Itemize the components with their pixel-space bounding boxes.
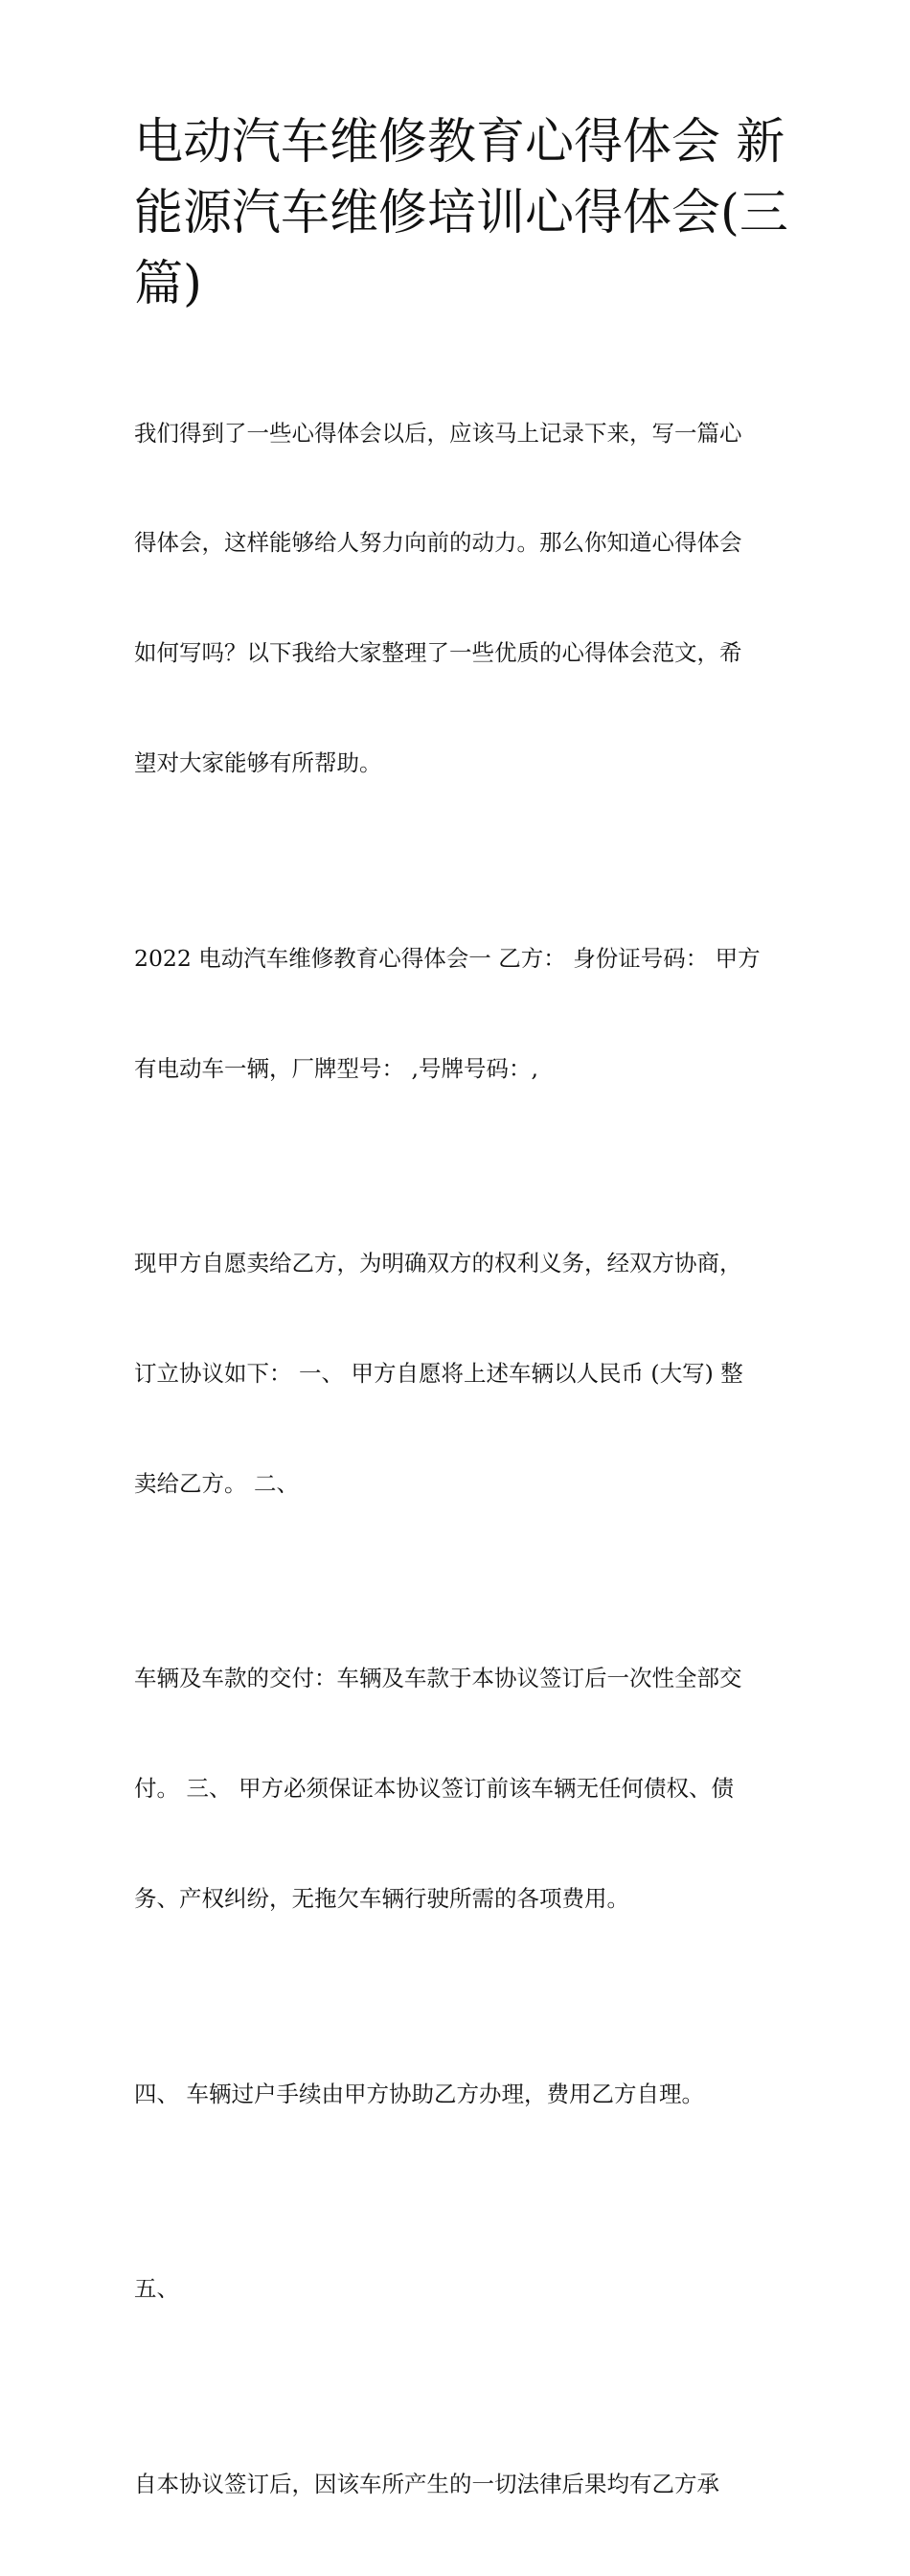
paragraph-line: 如何写吗？以下我给大家整理了一些优质的心得体会范文，希 xyxy=(134,639,742,667)
paragraph-line: 我们得到了一些心得体会以后，应该马上记录下来，写一篇心 xyxy=(134,419,742,447)
paragraph-line: 订立协议如下： 一、 甲方自愿将上述车辆以人民币 (大写) 整 xyxy=(134,1360,743,1388)
paragraph-delivery xyxy=(134,1587,778,1990)
paragraph-line: 五、 xyxy=(134,2275,179,2303)
paragraph-line: 自本协议签订后，因该车所产生的一切法律后果均有乙方承 xyxy=(134,2470,719,2497)
paragraph-intro xyxy=(134,341,778,855)
paragraph-parties xyxy=(134,866,778,1160)
paragraph-line: 卖给乙方。 二、 xyxy=(134,1469,299,1497)
paragraph-line: 车辆及车款的交付：车辆及车款于本协议签订后一次性全部交 xyxy=(134,1665,742,1692)
paragraph-liability xyxy=(134,2392,778,2575)
paragraph-line: 四、 车辆过户手续由甲方协助乙方办理，费用乙方自理。 xyxy=(134,2080,704,2107)
document-body xyxy=(134,341,778,2576)
paragraph-line: 得体会，这样能够给人努力向前的动力。那么你知道心得体会 xyxy=(134,529,742,557)
paragraph-item-five xyxy=(134,2197,778,2380)
document-title xyxy=(134,107,788,320)
paragraph-agreement xyxy=(134,1172,778,1576)
title-line: 篇) xyxy=(134,256,202,312)
paragraph-line: 现甲方自愿卖给乙方，为明确双方的权利义务，经双方协商， xyxy=(134,1250,742,1277)
document-page xyxy=(134,107,788,2576)
title-line: 电动汽车维修教育心得体会 新 xyxy=(134,114,785,171)
paragraph-line: 务、产权纠纷，无拖欠车辆行驶所需的各项费用。 xyxy=(134,1885,629,1913)
paragraph-line: 付。 三、 甲方必须保证本协议签订前该车辆无任何债权、债 xyxy=(134,1775,734,1803)
paragraph-line: 望对大家能够有所帮助。 xyxy=(134,749,382,777)
title-line: 能源汽车维修培训心得体会(三 xyxy=(134,185,788,242)
paragraph-transfer xyxy=(134,2002,778,2185)
paragraph-line: 有电动车一辆，厂牌型号： ,号牌号码：, xyxy=(134,1054,538,1082)
paragraph-line: 2022 电动汽车维修教育心得体会一 乙方： 身份证号码： 甲方 xyxy=(134,944,761,972)
